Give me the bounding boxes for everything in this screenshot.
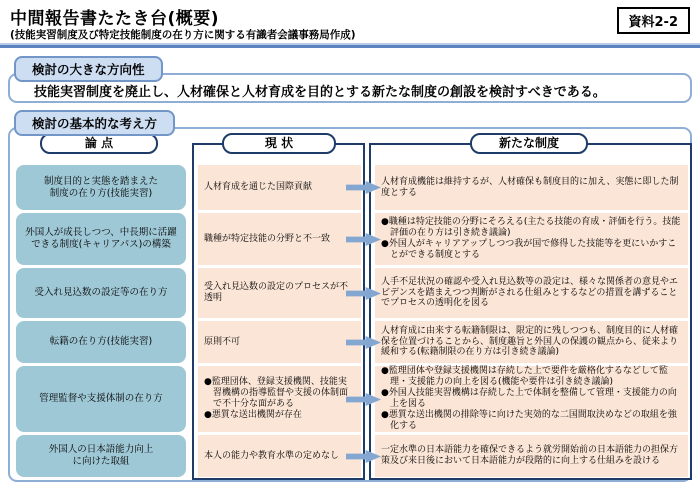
section-tab-direction: 検討の大きな方向性 — [14, 56, 163, 82]
new-system-cell: 人材育成に由来する転籍制限は、限定的に残しつつも、制度目的に人材確保を位置づけることから、制度趣旨と外国人の保護の観点から、従来より緩和する(転籍制限の在り方は引き続き議論) — [375, 321, 688, 363]
section-tab-principles: 検討の基本的な考え方 — [14, 110, 175, 136]
column-header-current: 現 状 — [222, 133, 336, 154]
topic-cell: 外国人が成長しつつ、中長期に活躍 できる制度(キャリアパス)の構築 — [16, 213, 186, 265]
document-number-badge: 資料2-2 — [617, 7, 691, 34]
topic-cell: 管理監督や支援体制の在り方 — [16, 366, 186, 432]
new-system-cell: ●監理団体や登録支援機関は存続した上で要件を厳格化するなどして監理・支援能力の向上を図る(機能や要件は引き続き議論) ●外国人技能実習機構は存続した上で体制を整備して管理・支援能力の向上を図る ●悪質な送出機関の排除等に向けた実効的な二国間取決めなどの取組を強化する — [375, 366, 688, 432]
current-cell: 人材育成を通じた国際貢献 — [198, 165, 361, 210]
page-subtitle: (技能実習制度及び特定技能制度の在り方に関する有識者会議事務局作成) — [10, 29, 356, 41]
new-system-cell: 一定水準の日本語能力を確保できるよう就労開始前の日本語能力の担保方策及び来日後において日本語能力が段階的に向上する仕組みを設ける — [375, 435, 688, 477]
new-system-cell: 人手不足状況の確認や受入れ見込数等の設定は、様々な関係者の意見やエビデンスを踏まえつつ判断がされる仕組みとするなどの措置を講ずることでプロセスの透明化を図る — [375, 268, 688, 318]
column-header-topic: 論 点 — [40, 133, 158, 154]
direction-statement: 技能実習制度を廃止し、人材確保と人材育成を目的とする新たな制度の創設を検討すべきである。 — [34, 84, 606, 100]
topic-cell: 受入れ見込数の設定等の在り方 — [16, 268, 186, 318]
current-cell: 本人の能力や教育水準の定めなし — [198, 435, 361, 477]
section-box-principles — [8, 127, 692, 482]
current-cell: 受入れ見込数の設定のプロセスが不透明 — [198, 268, 361, 318]
current-cell: ●監理団体、登録支援機関、技能実習機構の指導監督や支援の体制面で不十分な面がある ●悪質な送出機関が存在 — [198, 366, 361, 432]
topic-cell: 転籍の在り方(技能実習) — [16, 321, 186, 363]
current-cell: 職種が特定技能の分野と不一致 — [198, 213, 361, 265]
page-title: 中間報告書たたき台(概要) — [10, 9, 220, 29]
topic-cell: 外国人の日本語能力向上 に向けた取組 — [16, 435, 186, 477]
current-cell: 原則不可 — [198, 321, 361, 363]
topic-cell: 制度目的と実態を踏まえた 制度の在り方(技能実習) — [16, 165, 186, 210]
new-system-cell: 人材育成機能は維持するが、人材確保も制度目的に加え、実態に即した制度とする — [375, 165, 688, 210]
column-header-new-system: 新たな制度 — [470, 133, 588, 154]
header-divider — [0, 43, 700, 48]
new-system-cell: ●職種は特定技能の分野にそろえる(主たる技能の育成・評価を行う。技能評価の在り方は引き続き議論) ●外国人がキャリアアップしつつ我が国で修得した技能等を更にいかすことができる制度とする — [375, 213, 688, 265]
